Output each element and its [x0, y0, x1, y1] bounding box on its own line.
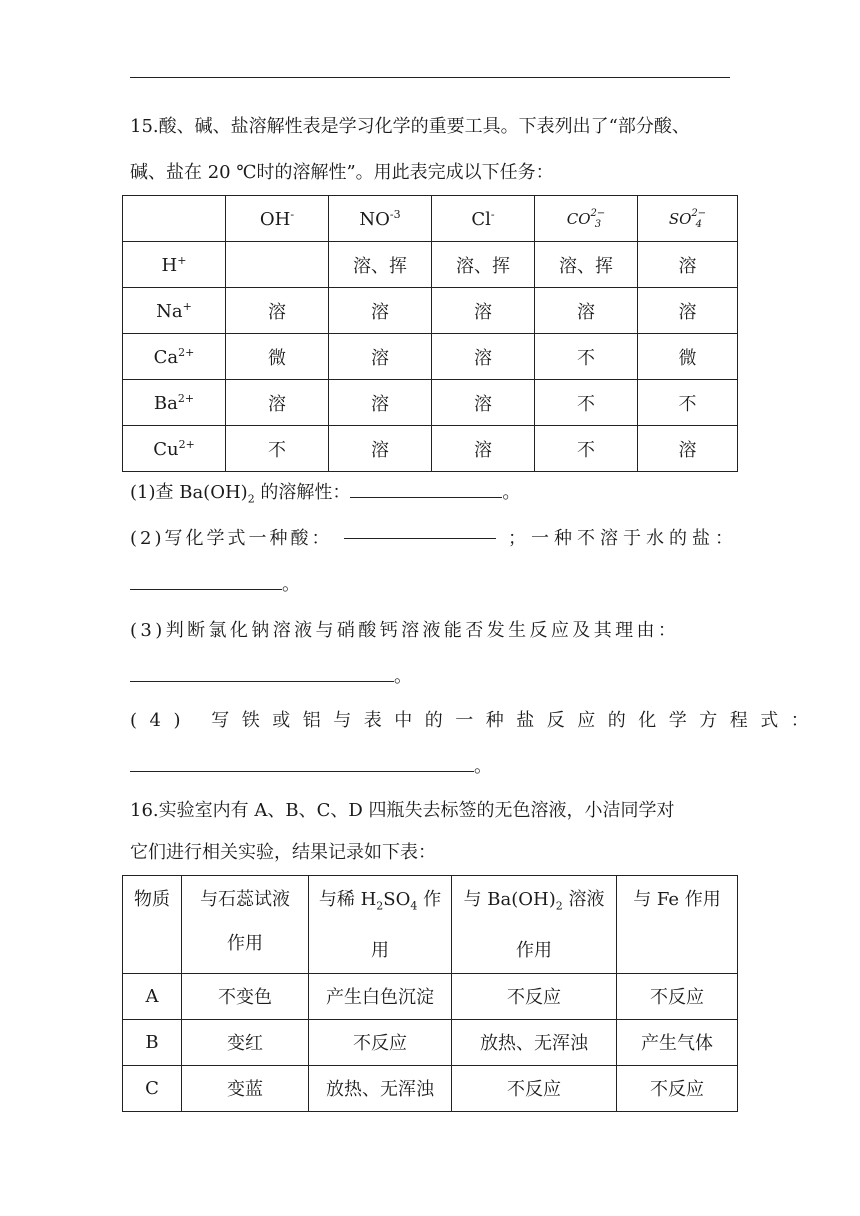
- table-cell: A: [123, 973, 182, 1019]
- table-cell: B: [123, 1019, 182, 1065]
- header-fe: 与 Fe 作用: [617, 876, 738, 974]
- table-row: [123, 1019, 738, 1065]
- row-ion: $Ba^{2+}$: [123, 380, 226, 426]
- table-cell: 不反应: [617, 1065, 738, 1111]
- table-cell: 不反应: [452, 973, 617, 1019]
- table-cell: 产生白色沉淀: [309, 973, 452, 1019]
- table-row: [123, 334, 738, 380]
- table-cell: 溶: [432, 426, 535, 472]
- table-row: [123, 288, 738, 334]
- table-row: [123, 973, 738, 1019]
- row-ion: $Ca^{2+}$: [123, 334, 226, 380]
- header-litmus: 与石蕊试液 作用: [182, 876, 309, 974]
- table-cell: 不: [535, 380, 638, 426]
- q15-sub3-cont: 。: [130, 654, 738, 700]
- header-oh: OH-: [226, 196, 329, 242]
- table-cell: 溶: [329, 288, 432, 334]
- table-cell: 微: [638, 334, 738, 380]
- table-row: [123, 1065, 738, 1111]
- table-cell: 不反应: [452, 1065, 617, 1111]
- table-cell: 溶: [638, 426, 738, 472]
- table-cell: 溶: [329, 380, 432, 426]
- answer-blank[interactable]: [130, 749, 474, 772]
- table-cell: 溶: [535, 288, 638, 334]
- table-cell: 溶: [432, 334, 535, 380]
- header-baoh2: 与 $Ba(OH)_2$ 溶液 作用: [452, 876, 617, 974]
- table-cell: 不反应: [309, 1019, 452, 1065]
- row-ion: Na+: [123, 288, 226, 334]
- q16-line2: 它们进行相关实验，结果记录如下表：: [130, 842, 436, 863]
- table-cell: 溶: [432, 288, 535, 334]
- solubility-table: [122, 195, 738, 472]
- table-cell: 变蓝: [182, 1065, 309, 1111]
- header-co3: CO 2− 3: [535, 196, 638, 242]
- table-cell: 溶: [226, 288, 329, 334]
- answer-blank[interactable]: [344, 516, 496, 539]
- table-cell: 不变色: [182, 973, 309, 1019]
- q15-sub2: (2)写化学式一种酸： ；一种不溶于水的盐：: [130, 516, 738, 562]
- table-cell: 产生气体: [617, 1019, 738, 1065]
- q15-sub3: (3)判断氯化钠溶液与硝酸钙溶液能否发生反应及其理由：: [130, 620, 680, 641]
- table-row: [123, 426, 738, 472]
- header-no3: $NO^{-3}$: [329, 196, 432, 242]
- q15-sub4: (4) 写铁或铝与表中的一种盐反应的化学方程式：: [130, 710, 822, 731]
- table-row: [123, 242, 738, 288]
- table-header-row: [123, 196, 738, 242]
- answer-blank[interactable]: [130, 567, 282, 590]
- table-cell: 不: [226, 426, 329, 472]
- table-cell: 溶、挥: [432, 242, 535, 288]
- corner-cell: [123, 196, 226, 242]
- table-cell: 不: [535, 334, 638, 380]
- table-cell: 变红: [182, 1019, 309, 1065]
- q15-sub4-cont: 。: [130, 744, 738, 790]
- table-cell: C: [123, 1065, 182, 1111]
- q15-line2: 碱、盐在 20 ℃时的溶解性”。用此表完成以下任务：: [130, 162, 554, 183]
- table-cell: 溶: [638, 288, 738, 334]
- table-cell: 不反应: [617, 973, 738, 1019]
- answer-blank[interactable]: [130, 659, 394, 682]
- header-so4: SO 2− 4: [638, 196, 738, 242]
- table-cell: 不: [638, 380, 738, 426]
- row-ion: H+: [123, 242, 226, 288]
- answer-blank[interactable]: [350, 475, 502, 498]
- table-cell: 溶: [226, 380, 329, 426]
- table-cell: 溶: [638, 242, 738, 288]
- header-rule: [130, 77, 730, 78]
- table-cell: [226, 242, 329, 288]
- table-cell: 放热、无浑浊: [309, 1065, 452, 1111]
- table-cell: 溶、挥: [535, 242, 638, 288]
- table-cell: 溶、挥: [329, 242, 432, 288]
- header-h2so4: 与稀 $H_2SO_4$ 作 用: [309, 876, 452, 974]
- table-cell: 不: [535, 426, 638, 472]
- table-cell: 溶: [329, 426, 432, 472]
- header-cl: Cl-: [432, 196, 535, 242]
- table-cell: 放热、无浑浊: [452, 1019, 617, 1065]
- q15-sub2-cont: 。: [130, 562, 738, 608]
- row-ion: $Cu^{2+}$: [123, 426, 226, 472]
- table-cell: 微: [226, 334, 329, 380]
- table-header-row: [123, 876, 738, 974]
- q15-line1: 15.酸、碱、盐溶解性表是学习化学的重要工具。下表列出了“部分酸、: [130, 116, 690, 137]
- table-cell: 溶: [329, 334, 432, 380]
- q16-line1: 16.实验室内有 A、B、C、D 四瓶失去标签的无色溶液，小洁同学对: [130, 800, 675, 821]
- table-row: [123, 380, 738, 426]
- experiment-table: [122, 875, 738, 1112]
- header-substance: 物质: [123, 876, 182, 974]
- q15-sub1: (1)查 $Ba(OH)_2$ 的溶解性： 。: [130, 470, 738, 523]
- table-cell: 溶: [432, 380, 535, 426]
